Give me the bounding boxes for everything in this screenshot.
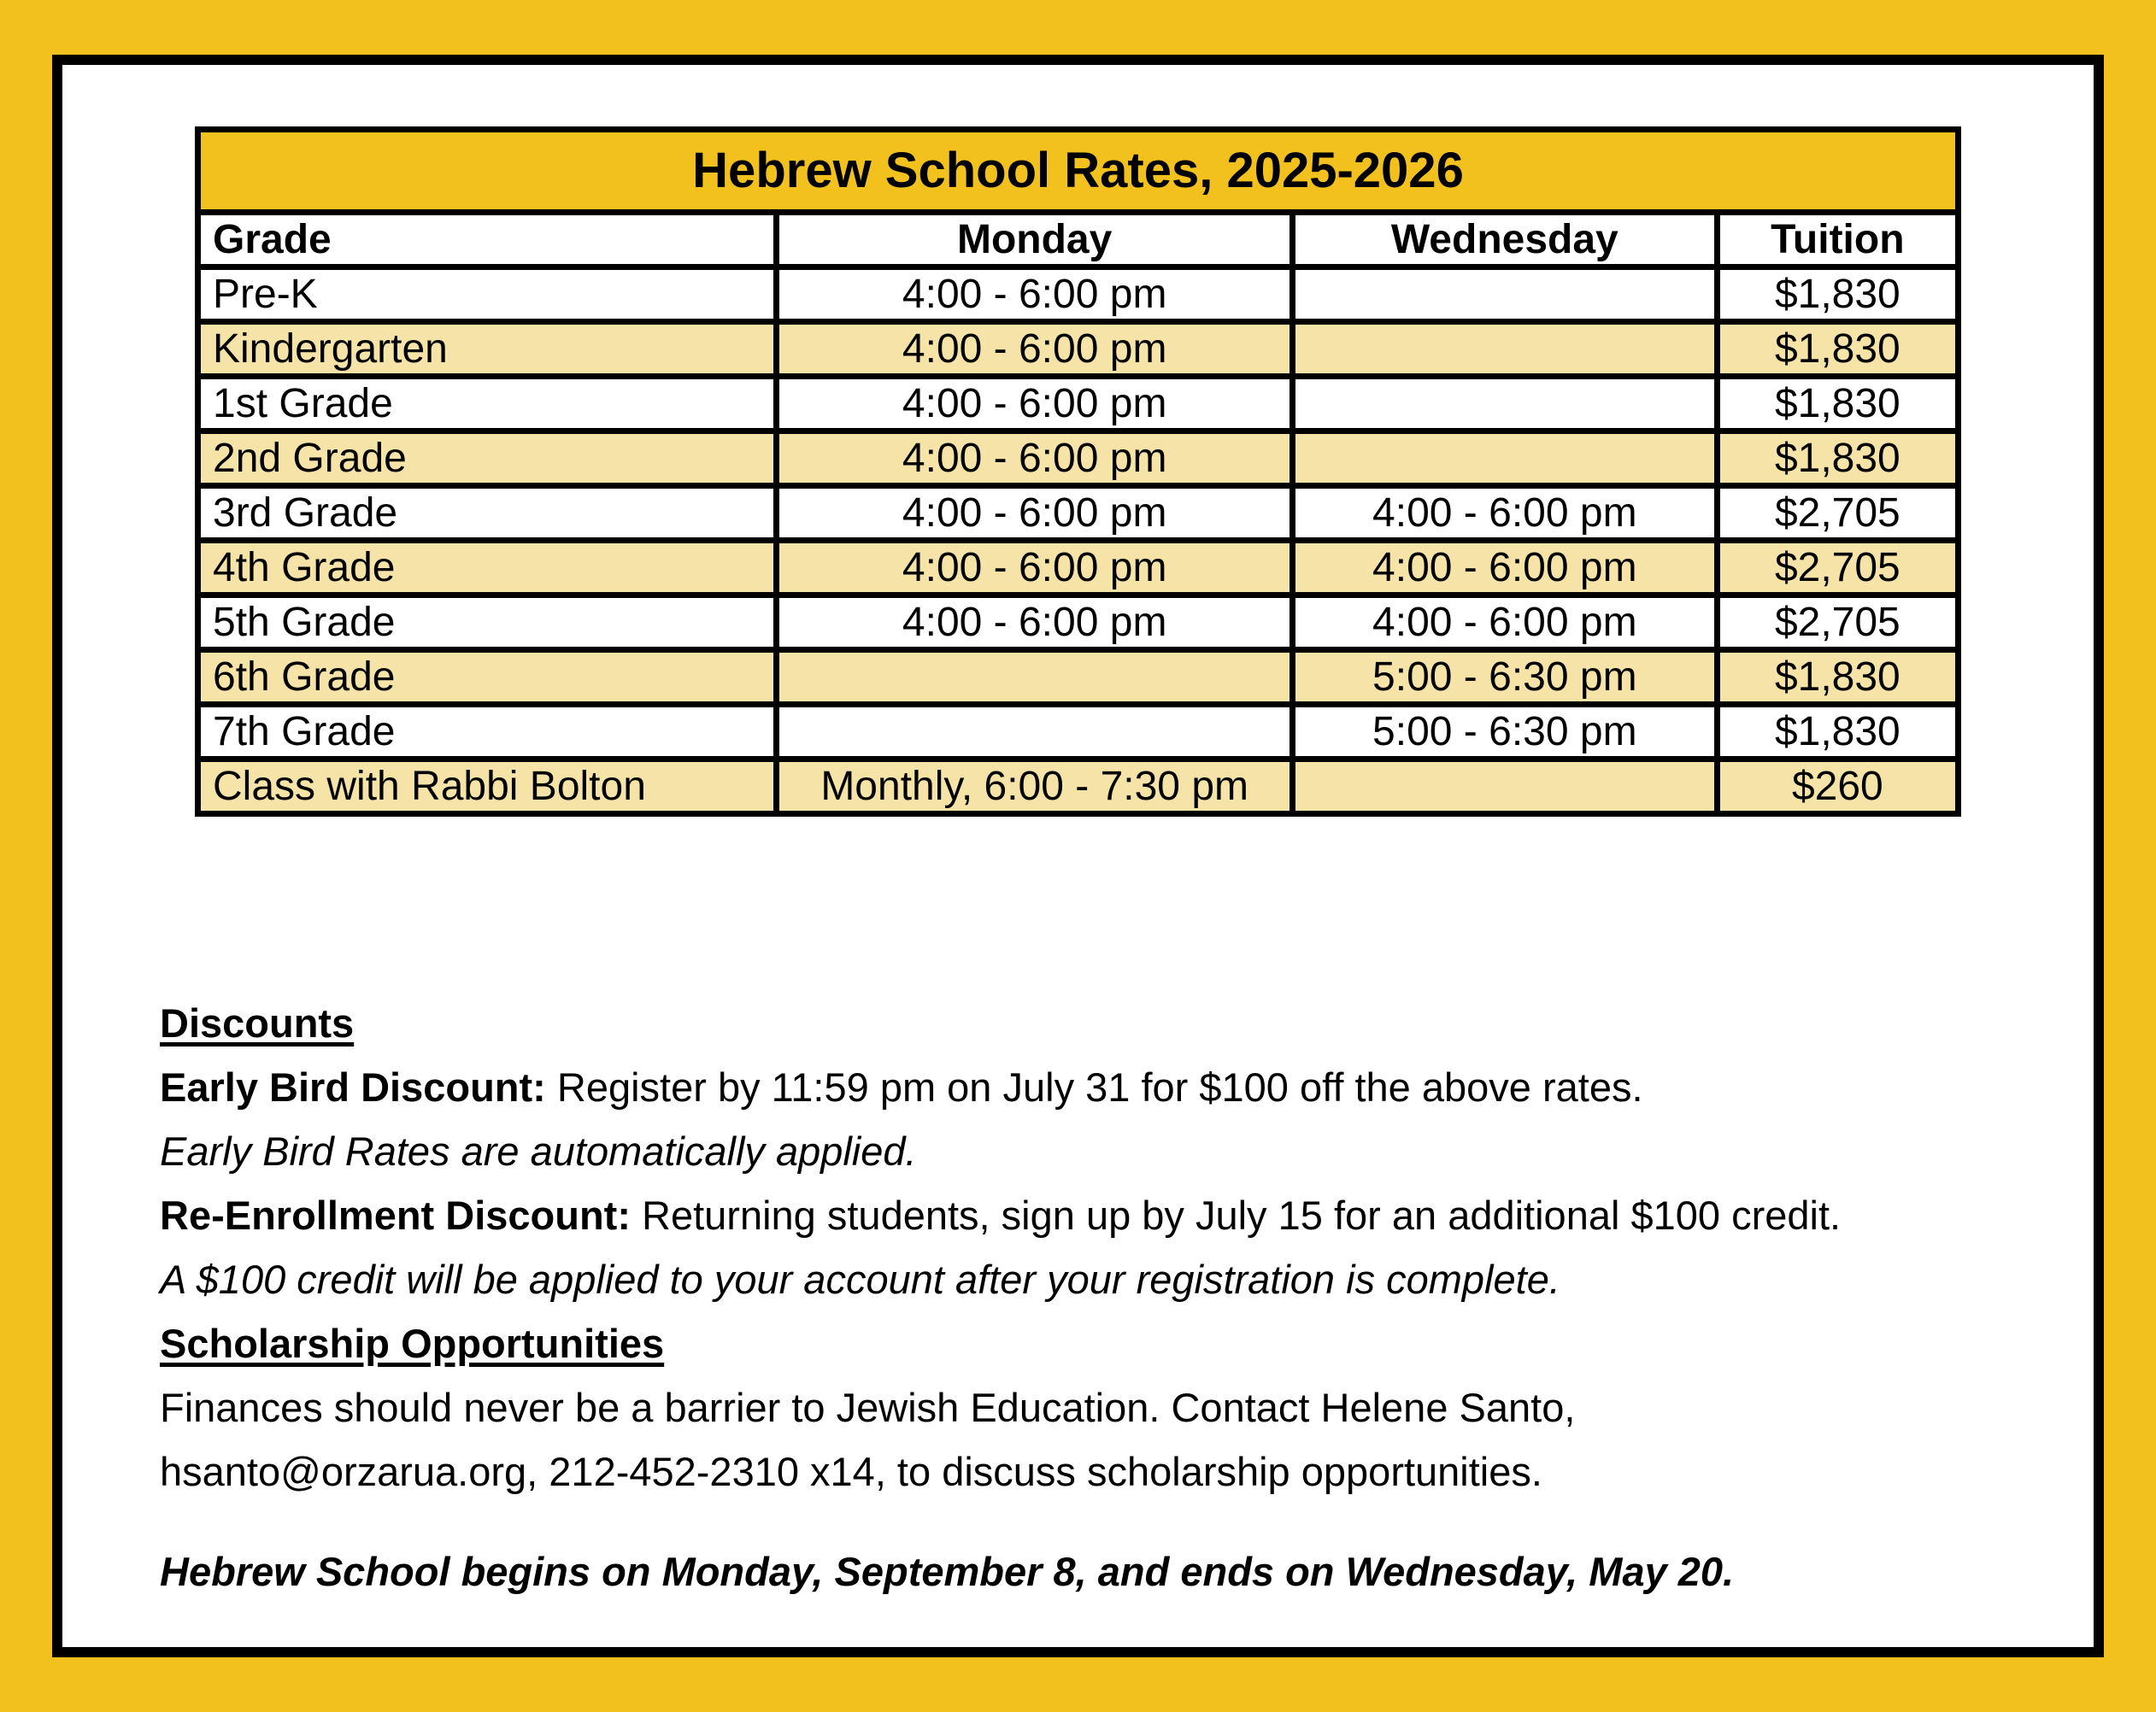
- cell-monday: 4:00 - 6:00 pm: [777, 267, 1293, 322]
- table-row: [198, 322, 1959, 377]
- cell-monday: [777, 650, 1293, 705]
- scholarship-heading: Scholarship Opportunities: [160, 1321, 665, 1366]
- scholarship-line-2: hsanto@orzarua.org, 212-452-2310 x14, to discuss scholarship opportunities.: [160, 1449, 1542, 1494]
- rates-table: [195, 126, 1961, 817]
- notes-section: [160, 991, 2040, 1604]
- header-grade: Grade: [198, 213, 777, 267]
- cell-tuition: $1,830: [1717, 322, 1958, 377]
- cell-grade: Class with Rabbi Bolton: [198, 759, 777, 814]
- table-row: [198, 759, 1959, 814]
- cell-tuition: $1,830: [1717, 377, 1958, 431]
- table-row: [198, 486, 1959, 541]
- cell-monday: [777, 705, 1293, 759]
- table-row: [198, 595, 1959, 650]
- discounts-heading: Discounts: [160, 1000, 355, 1046]
- cell-grade: 1st Grade: [198, 377, 777, 431]
- closing-statement: Hebrew School begins on Monday, September 8, and ends on Wednesday, May 20.: [160, 1549, 1735, 1594]
- cell-grade: 7th Grade: [198, 705, 777, 759]
- cell-wednesday: [1292, 322, 1717, 377]
- cell-monday: 4:00 - 6:00 pm: [777, 431, 1293, 486]
- reenroll-text: Returning students, sign up by July 15 for an additional $100 credit.: [630, 1193, 1842, 1238]
- early-bird-label: Early Bird Discount:: [160, 1064, 546, 1110]
- early-bird-line: [160, 1055, 2040, 1119]
- cell-wednesday: 4:00 - 6:00 pm: [1292, 595, 1717, 650]
- cell-monday: 4:00 - 6:00 pm: [777, 595, 1293, 650]
- cell-tuition: $1,830: [1717, 705, 1958, 759]
- cell-tuition: $2,705: [1717, 595, 1958, 650]
- table-row: [198, 650, 1959, 705]
- table-row: [198, 541, 1959, 595]
- cell-monday: 4:00 - 6:00 pm: [777, 541, 1293, 595]
- table-row: [198, 267, 1959, 322]
- cell-monday: Monthly, 6:00 - 7:30 pm: [777, 759, 1293, 814]
- reenroll-line: [160, 1183, 2040, 1247]
- cell-grade: 5th Grade: [198, 595, 777, 650]
- cell-monday: 4:00 - 6:00 pm: [777, 377, 1293, 431]
- header-wednesday: Wednesday: [1292, 213, 1717, 267]
- table-title: Hebrew School Rates, 2025-2026: [198, 130, 1959, 213]
- cell-grade: 2nd Grade: [198, 431, 777, 486]
- cell-monday: 4:00 - 6:00 pm: [777, 322, 1293, 377]
- cell-tuition: $1,830: [1717, 431, 1958, 486]
- cell-grade: 3rd Grade: [198, 486, 777, 541]
- cell-wednesday: 4:00 - 6:00 pm: [1292, 541, 1717, 595]
- cell-grade: 4th Grade: [198, 541, 777, 595]
- cell-grade: Kindergarten: [198, 322, 777, 377]
- cell-wednesday: [1292, 377, 1717, 431]
- cell-tuition: $2,705: [1717, 486, 1958, 541]
- reenroll-label: Re-Enrollment Discount:: [160, 1193, 631, 1238]
- early-bird-note: Early Bird Rates are automatically applied.: [160, 1129, 917, 1174]
- table-row: [198, 705, 1959, 759]
- early-bird-text: Register by 11:59 pm on July 31 for $100 off the above rates.: [545, 1064, 1643, 1110]
- cell-tuition: $1,830: [1717, 650, 1958, 705]
- cell-wednesday: [1292, 267, 1717, 322]
- scholarship-line-1: Finances should never be a barrier to Jewish Education. Contact Helene Santo,: [160, 1385, 1576, 1430]
- cell-wednesday: 5:00 - 6:30 pm: [1292, 650, 1717, 705]
- cell-tuition: $1,830: [1717, 267, 1958, 322]
- cell-wednesday: [1292, 431, 1717, 486]
- table-row: [198, 377, 1959, 431]
- header-tuition: Tuition: [1717, 213, 1958, 267]
- cell-wednesday: 5:00 - 6:30 pm: [1292, 705, 1717, 759]
- reenroll-note: A $100 credit will be applied to your account after your registration is complete.: [160, 1257, 1560, 1302]
- cell-grade: Pre-K: [198, 267, 777, 322]
- table-row: [198, 431, 1959, 486]
- cell-grade: 6th Grade: [198, 650, 777, 705]
- header-monday: Monday: [777, 213, 1293, 267]
- cell-wednesday: 4:00 - 6:00 pm: [1292, 486, 1717, 541]
- cell-tuition: $2,705: [1717, 541, 1958, 595]
- header-row: [198, 213, 1959, 267]
- cell-wednesday: [1292, 759, 1717, 814]
- cell-monday: 4:00 - 6:00 pm: [777, 486, 1293, 541]
- cell-tuition: $260: [1717, 759, 1958, 814]
